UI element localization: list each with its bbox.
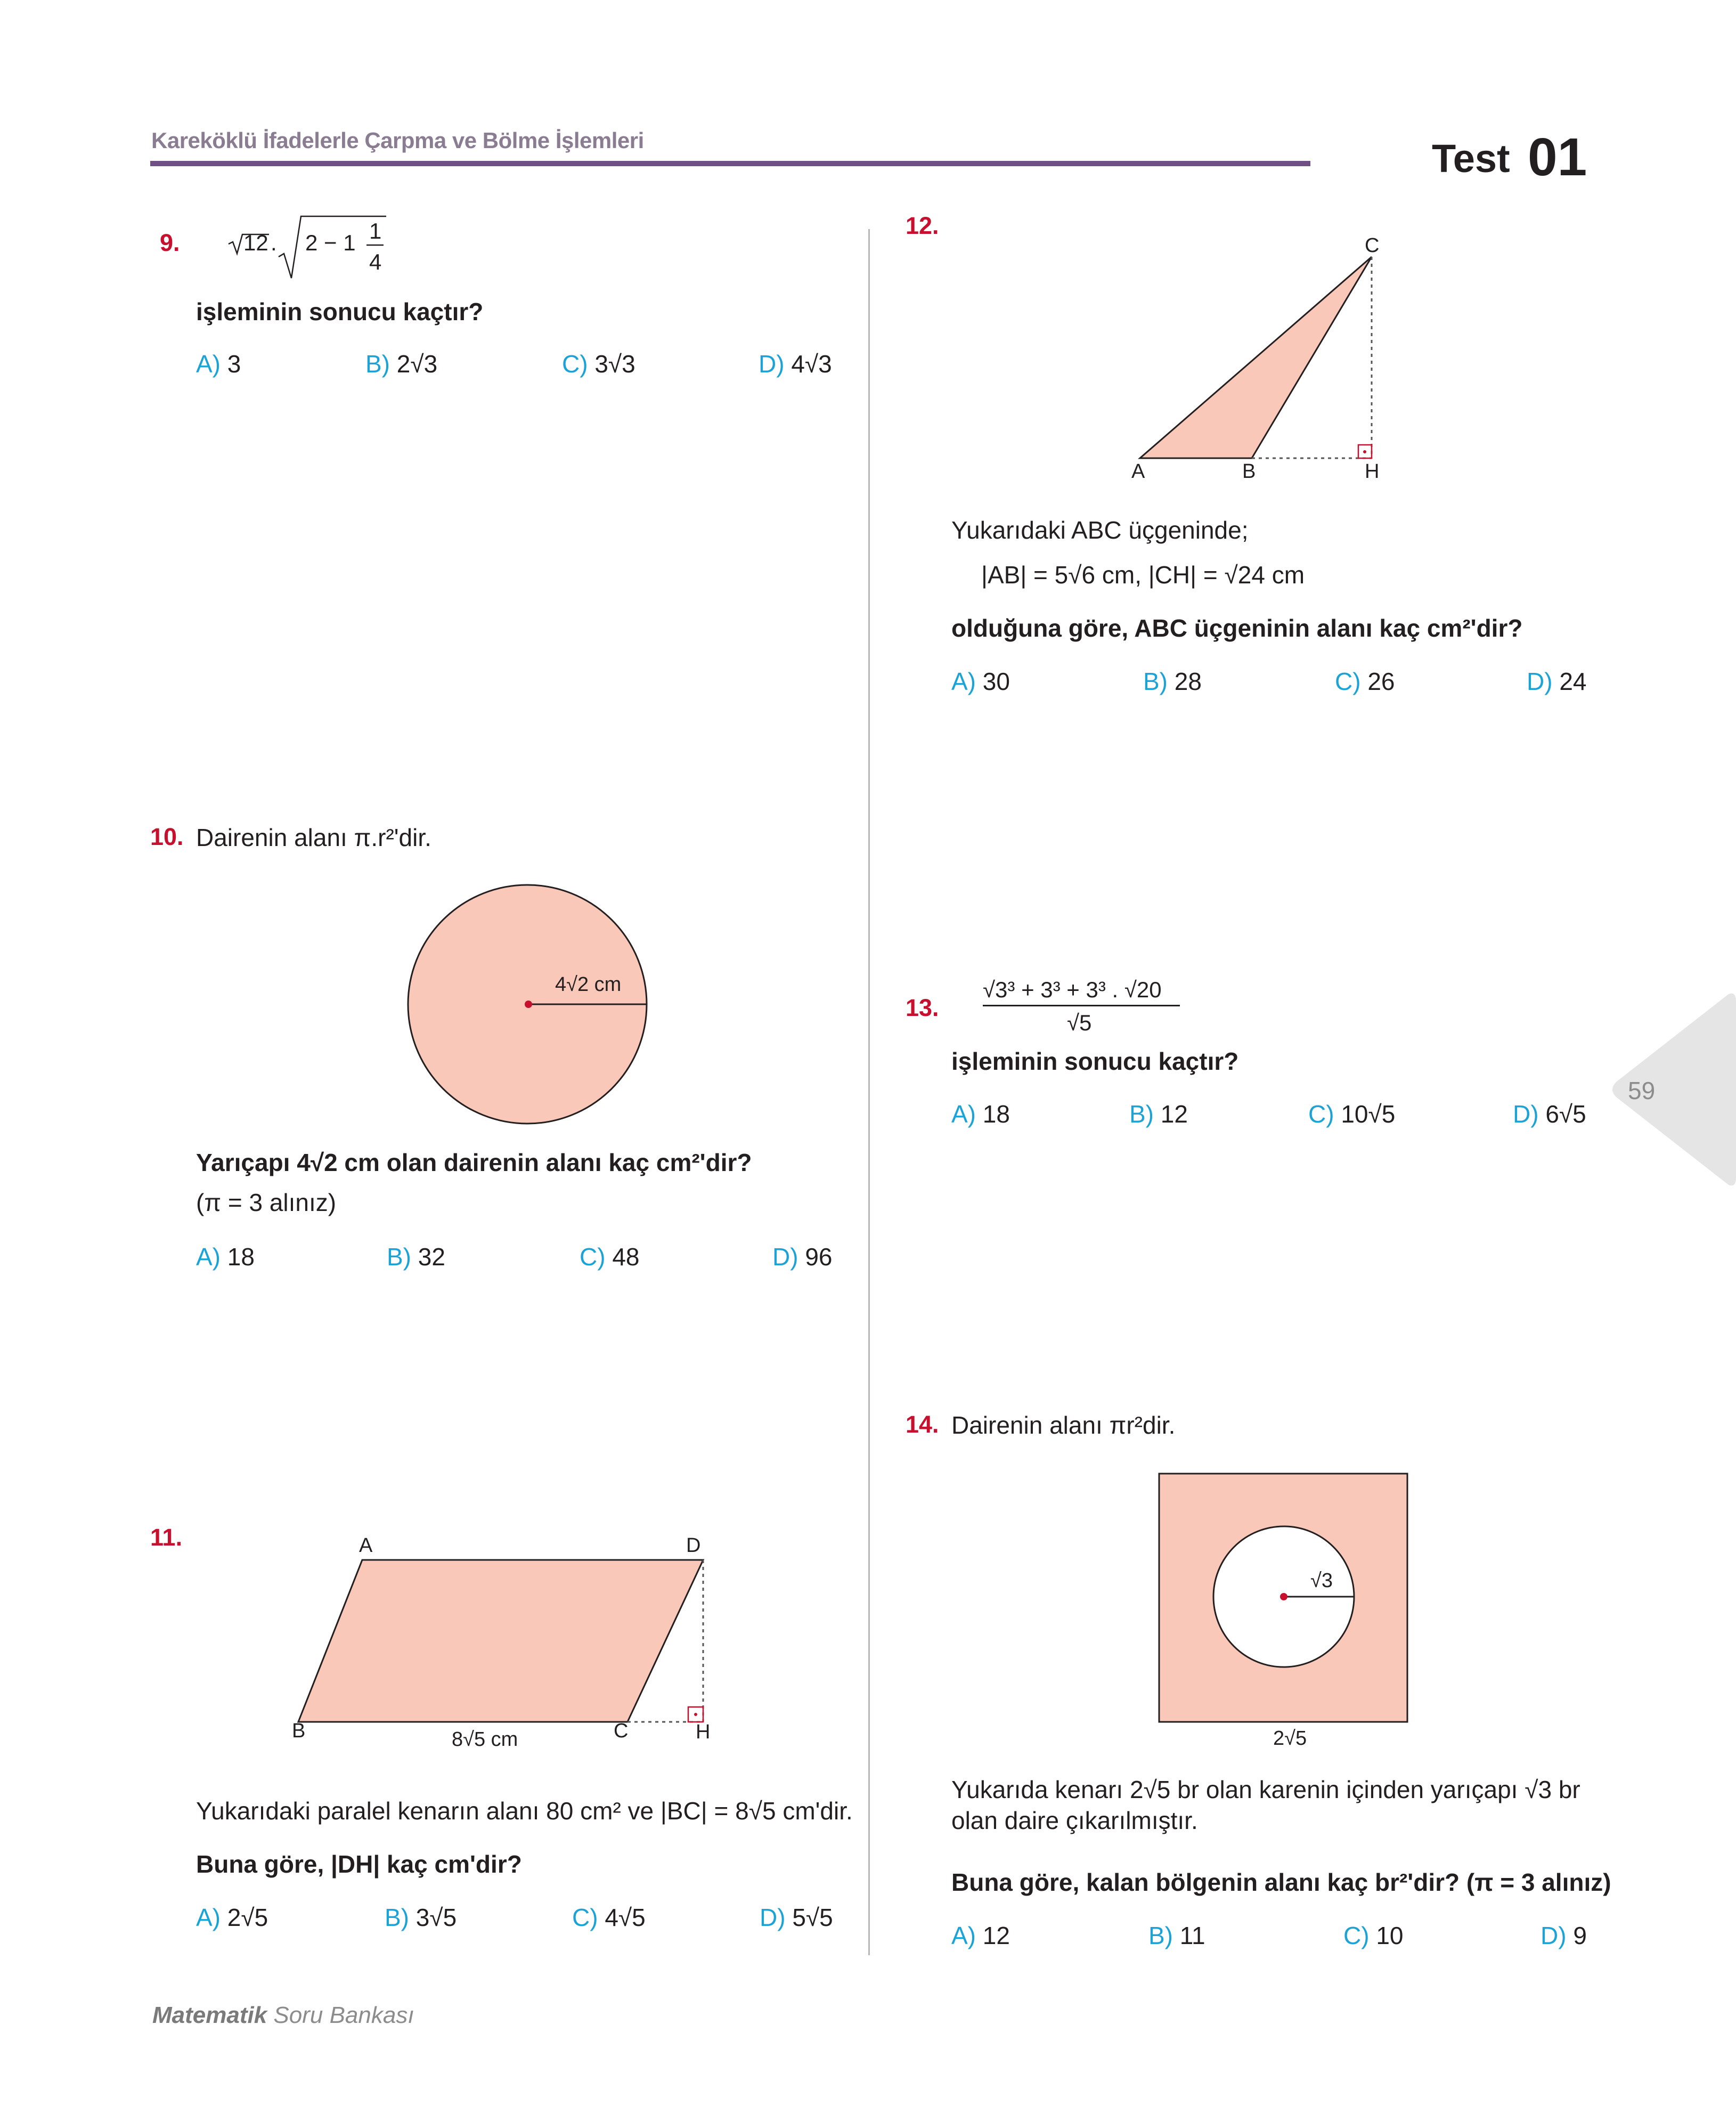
option-value: 12 xyxy=(982,1922,1010,1949)
q11-number: 11. xyxy=(150,1524,183,1551)
option-value: 6√5 xyxy=(1545,1100,1586,1128)
q14-square-svg xyxy=(1156,1470,1412,1726)
q13-option-b[interactable] xyxy=(1129,1100,1188,1128)
q10-number: 10. xyxy=(150,823,184,850)
q9-option-c[interactable] xyxy=(562,349,635,378)
header-rule xyxy=(150,161,1310,166)
q10-option-b[interactable] xyxy=(387,1242,445,1271)
q10-option-d[interactable] xyxy=(772,1242,833,1271)
q11-label-h: H xyxy=(696,1721,711,1743)
option-letter: B) xyxy=(387,1243,411,1271)
option-value: 10√5 xyxy=(1341,1100,1396,1128)
q12-triangle-svg xyxy=(1124,234,1401,490)
q13-fraction xyxy=(983,975,1207,1039)
option-value: 4√5 xyxy=(605,1904,646,1931)
option-letter: D) xyxy=(1541,1922,1567,1949)
q13-fraction-bar xyxy=(983,1005,1180,1006)
option-letter: D) xyxy=(772,1243,798,1271)
q11-option-b[interactable] xyxy=(385,1903,457,1932)
q10-intro: Dairenin alanı π.r²'dir. xyxy=(196,824,431,851)
option-value: 30 xyxy=(982,668,1010,695)
q9-expression xyxy=(226,213,402,282)
q12-option-a[interactable] xyxy=(951,667,1010,696)
q12-prompt: olduğuna göre, ABC üçgeninin alanı kaç cm²'dir? xyxy=(951,614,1523,642)
q11-prompt: Buna göre, |DH| kaç cm'dir? xyxy=(196,1850,522,1878)
test-number: 01 xyxy=(1528,127,1587,187)
option-value: 48 xyxy=(612,1243,640,1271)
q9-option-a[interactable] xyxy=(196,349,241,378)
option-value: 9 xyxy=(1573,1922,1587,1949)
q13-option-d[interactable] xyxy=(1513,1100,1586,1128)
q14-option-d[interactable] xyxy=(1541,1921,1587,1950)
q12-option-c[interactable] xyxy=(1335,667,1395,696)
option-letter: B) xyxy=(1148,1922,1173,1949)
option-value: 32 xyxy=(418,1243,445,1271)
q13-number: 13. xyxy=(906,994,939,1021)
q10-option-a[interactable] xyxy=(196,1242,255,1271)
q13-prompt: işleminin sonucu kaçtır? xyxy=(951,1047,1239,1075)
option-letter: C) xyxy=(562,350,588,378)
q11-label-c: C xyxy=(614,1720,629,1742)
option-letter: C) xyxy=(1343,1922,1370,1949)
q9-number: 9. xyxy=(160,229,180,256)
q12-label-a: A xyxy=(1131,460,1145,483)
q14-statement-line1: Yukarıda kenarı 2√5 br olan karenin içinden yarıçapı √3 br xyxy=(951,1776,1580,1803)
q10-circle-figure xyxy=(405,882,650,1127)
q12-option-b[interactable] xyxy=(1143,667,1202,696)
q14-option-b[interactable] xyxy=(1148,1921,1205,1950)
q9-radicand-a: 12 xyxy=(243,230,268,255)
q9-option-b[interactable] xyxy=(365,349,437,378)
footer-brand xyxy=(152,2002,414,2029)
q10-circle-svg xyxy=(405,882,650,1127)
option-letter: C) xyxy=(580,1243,606,1271)
test-label: Test xyxy=(1432,136,1510,181)
option-letter: A) xyxy=(951,1100,976,1128)
page-tab-shape xyxy=(1606,991,1736,1188)
option-letter: A) xyxy=(196,1243,221,1271)
option-letter: D) xyxy=(759,350,785,378)
q11-option-c[interactable] xyxy=(572,1903,646,1932)
q13-option-c[interactable] xyxy=(1308,1100,1395,1128)
q14-side-label: 2√5 xyxy=(1273,1727,1307,1750)
q14-statement-line2: olan daire çıkarılmıştır. xyxy=(951,1807,1198,1834)
q12-number: 12. xyxy=(906,212,939,239)
option-letter: A) xyxy=(196,350,221,378)
q11-statement: Yukarıdaki paralel kenarın alanı 80 cm² ve |BC| = 8√5 cm'dir. xyxy=(196,1797,853,1825)
column-divider xyxy=(868,229,870,1955)
option-letter: C) xyxy=(1335,668,1361,695)
q9-dot: . xyxy=(271,230,277,255)
q9-frac-num: 1 xyxy=(369,218,382,243)
q11-label-a: A xyxy=(359,1534,373,1557)
q9-radicand-b: 2 − 1 xyxy=(305,230,356,255)
q12-intro: Yukarıdaki ABC üçgeninde; xyxy=(951,516,1249,544)
q12-option-d[interactable] xyxy=(1527,667,1587,696)
option-value: 26 xyxy=(1367,668,1395,695)
chapter-title: Kareköklü İfadelerle Çarpma ve Bölme İşlemleri xyxy=(151,128,644,153)
q10-center-dot xyxy=(525,1001,532,1008)
option-letter: D) xyxy=(1527,668,1553,695)
option-value: 24 xyxy=(1559,668,1587,695)
q11-parallelogram xyxy=(298,1560,703,1722)
q14-option-a[interactable] xyxy=(951,1921,1010,1950)
q12-triangle-figure xyxy=(1124,234,1401,490)
q12-label-b: B xyxy=(1242,460,1256,483)
q14-option-c[interactable] xyxy=(1343,1921,1404,1950)
option-value: 2√3 xyxy=(396,350,438,378)
option-value: 12 xyxy=(1160,1100,1188,1128)
option-letter: C) xyxy=(572,1904,598,1931)
q12-triangle xyxy=(1140,257,1372,458)
option-letter: D) xyxy=(1513,1100,1539,1128)
q11-parallelogram-figure xyxy=(288,1534,724,1758)
q12-given: |AB| = 5√6 cm, |CH| = √24 cm xyxy=(981,561,1305,589)
option-letter: A) xyxy=(951,1922,976,1949)
q13-denominator: √5 xyxy=(1067,1010,1092,1035)
option-value: 3√5 xyxy=(415,1904,457,1931)
q11-label-b: B xyxy=(292,1720,306,1742)
page-number-tab xyxy=(1606,991,1736,1188)
q13-option-a[interactable] xyxy=(951,1100,1010,1128)
option-value: 96 xyxy=(805,1243,833,1271)
option-value: 10 xyxy=(1376,1922,1404,1949)
option-value: 2√5 xyxy=(227,1904,268,1931)
option-letter: B) xyxy=(1143,668,1168,695)
q11-parallelogram-svg xyxy=(288,1534,724,1758)
q9-prompt: işleminin sonucu kaçtır? xyxy=(196,298,484,326)
option-letter: A) xyxy=(951,668,976,695)
q11-base-label: 8√5 cm xyxy=(452,1728,518,1751)
option-letter: B) xyxy=(1129,1100,1154,1128)
option-letter: C) xyxy=(1308,1100,1334,1128)
q14-center-dot xyxy=(1280,1593,1287,1600)
option-value: 3√3 xyxy=(594,350,635,378)
q10-radius-label: 4√2 cm xyxy=(555,973,622,996)
q12-label-h: H xyxy=(1365,460,1380,483)
q10-option-c[interactable] xyxy=(580,1242,640,1271)
option-value: 4√3 xyxy=(791,350,832,378)
option-value: 5√5 xyxy=(792,1904,833,1931)
q14-intro: Dairenin alanı πr²dir. xyxy=(951,1411,1176,1439)
page-number: 59 xyxy=(1628,1077,1656,1104)
q11-option-a[interactable] xyxy=(196,1903,268,1932)
q14-square-figure xyxy=(1156,1470,1412,1758)
option-value: 3 xyxy=(227,350,241,378)
q14-number: 14. xyxy=(906,1411,939,1438)
option-letter: A) xyxy=(196,1904,221,1931)
footer-subject: Matematik xyxy=(152,2002,267,2028)
option-value: 11 xyxy=(1179,1922,1205,1949)
q11-option-d[interactable] xyxy=(760,1903,833,1932)
option-value: 18 xyxy=(227,1243,255,1271)
option-letter: D) xyxy=(760,1904,786,1931)
q9-option-d[interactable] xyxy=(759,349,832,378)
q14-prompt: Buna göre, kalan bölgenin alanı kaç br²'dir? (π = 3 alınız) xyxy=(951,1868,1611,1896)
footer-subtitle: Soru Bankası xyxy=(273,2002,414,2028)
q13-numerator: √3³ + 3³ + 3³ . √20 xyxy=(983,977,1162,1002)
q11-label-d: D xyxy=(686,1534,701,1557)
q14-radius-label: √3 xyxy=(1310,1570,1333,1592)
option-value: 28 xyxy=(1174,668,1202,695)
q10-hint: (π = 3 alınız) xyxy=(196,1189,337,1216)
option-letter: B) xyxy=(385,1904,409,1931)
option-letter: B) xyxy=(365,350,390,378)
q10-prompt: Yarıçapı 4√2 cm olan dairenin alanı kaç cm²'dir? xyxy=(196,1149,752,1176)
q12-label-c: C xyxy=(1365,234,1380,257)
option-value: 18 xyxy=(982,1100,1010,1128)
q9-frac-den: 4 xyxy=(369,249,382,274)
